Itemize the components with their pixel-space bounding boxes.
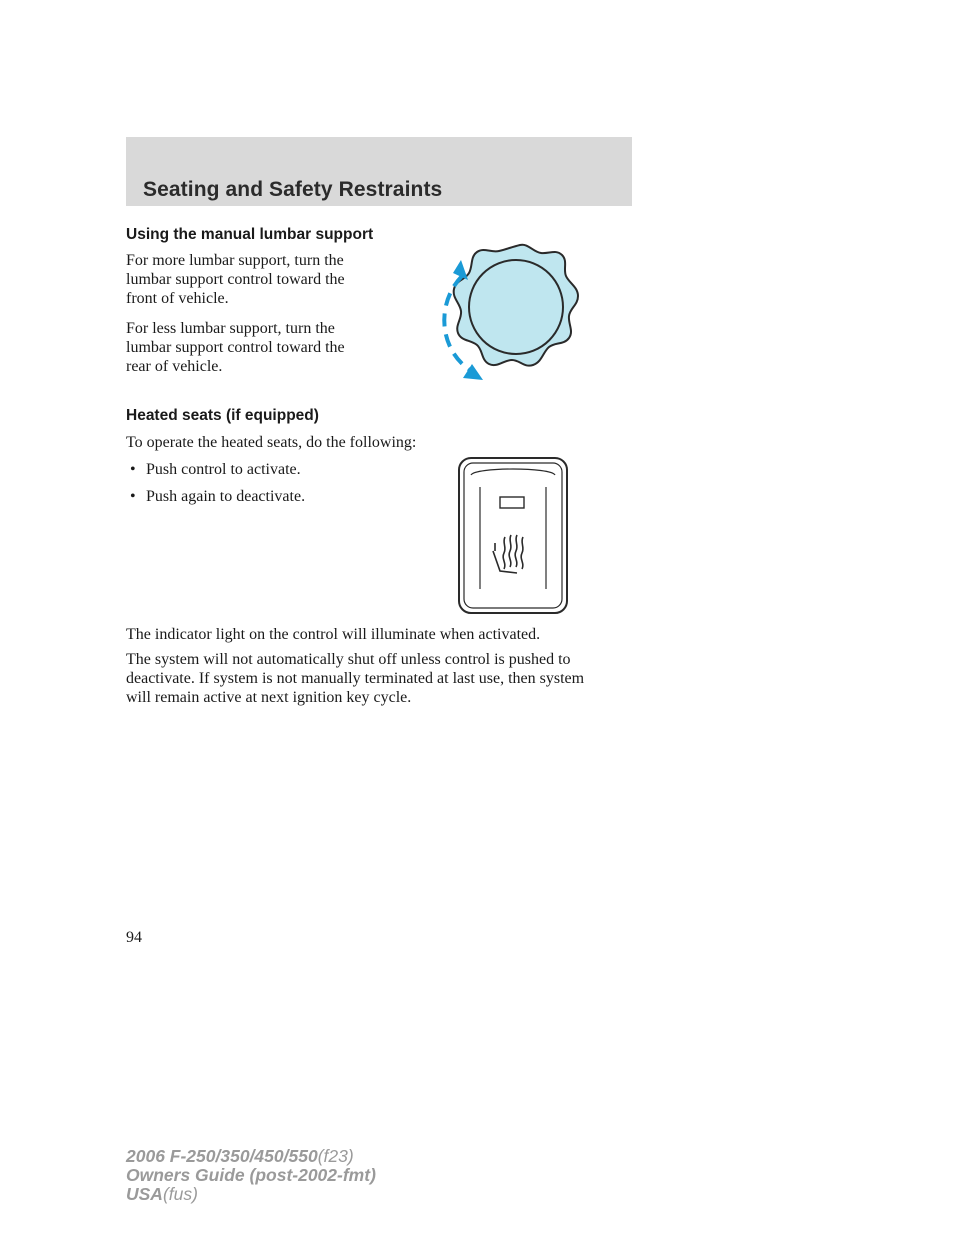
- section-title: Seating and Safety Restraints: [143, 178, 443, 201]
- heated-seat-switch-icon: [455, 455, 571, 615]
- bullet-item-deactivate: [130, 487, 305, 506]
- indicator-light-paragraph: The indicator light on the control will illuminate when activated.: [126, 626, 541, 643]
- lumbar-heading: Using the manual lumbar support: [126, 226, 374, 243]
- document-footer: [126, 1147, 376, 1204]
- lumbar-knob-face: [469, 260, 563, 354]
- section-header-band: [126, 137, 632, 206]
- footer-model: 2006 F-250/350/450/550: [126, 1146, 318, 1166]
- heated-seats-intro: To operate the heated seats, do the following:: [126, 434, 417, 451]
- bullet-text: Push control to activate.: [146, 461, 301, 478]
- auto-shutoff-paragraph: [126, 650, 584, 707]
- page-number: 94: [126, 929, 142, 946]
- indicator-light: [500, 497, 524, 508]
- footer-line-3: [126, 1185, 376, 1204]
- lumbar-less-line-2: lumbar support control toward the: [126, 339, 345, 356]
- heated-seats-heading: Heated seats (if equipped): [126, 407, 319, 424]
- lumbar-knob-icon: [425, 240, 585, 385]
- auto-shutoff-line-2: deactivate. If system is not manually terminated at last use, then system: [126, 670, 585, 687]
- footer-market-code: (fus): [162, 1184, 198, 1204]
- bullet-text: Push again to deactivate.: [146, 488, 306, 505]
- lumbar-more-line-1: For more lumbar support, turn the: [126, 252, 344, 269]
- bullet-item-activate: [130, 460, 301, 479]
- footer-line-2: Owners Guide (post-2002-fmt): [126, 1165, 376, 1185]
- footer-line-1: [126, 1147, 376, 1166]
- switch-bezel: [459, 458, 567, 613]
- bullet-symbol: •: [130, 488, 136, 505]
- lumbar-less-line-1: For less lumbar support, turn the: [126, 320, 335, 337]
- lumbar-less-line-3: rear of vehicle.: [126, 358, 223, 375]
- footer-model-code: (f23): [317, 1146, 354, 1166]
- footer-market: USA: [126, 1184, 163, 1204]
- lumbar-more-paragraph: [126, 251, 345, 308]
- lumbar-more-line-2: lumbar support control toward the: [126, 271, 345, 288]
- bullet-symbol: •: [130, 461, 136, 478]
- auto-shutoff-line-1: The system will not automatically shut off unless control is pushed to: [126, 651, 571, 668]
- lumbar-less-paragraph: [126, 319, 345, 376]
- lumbar-more-line-3: front of vehicle.: [126, 290, 229, 307]
- auto-shutoff-line-3: will remain active at next ignition key cycle.: [126, 689, 412, 706]
- arrow-head-bottom: [463, 364, 483, 380]
